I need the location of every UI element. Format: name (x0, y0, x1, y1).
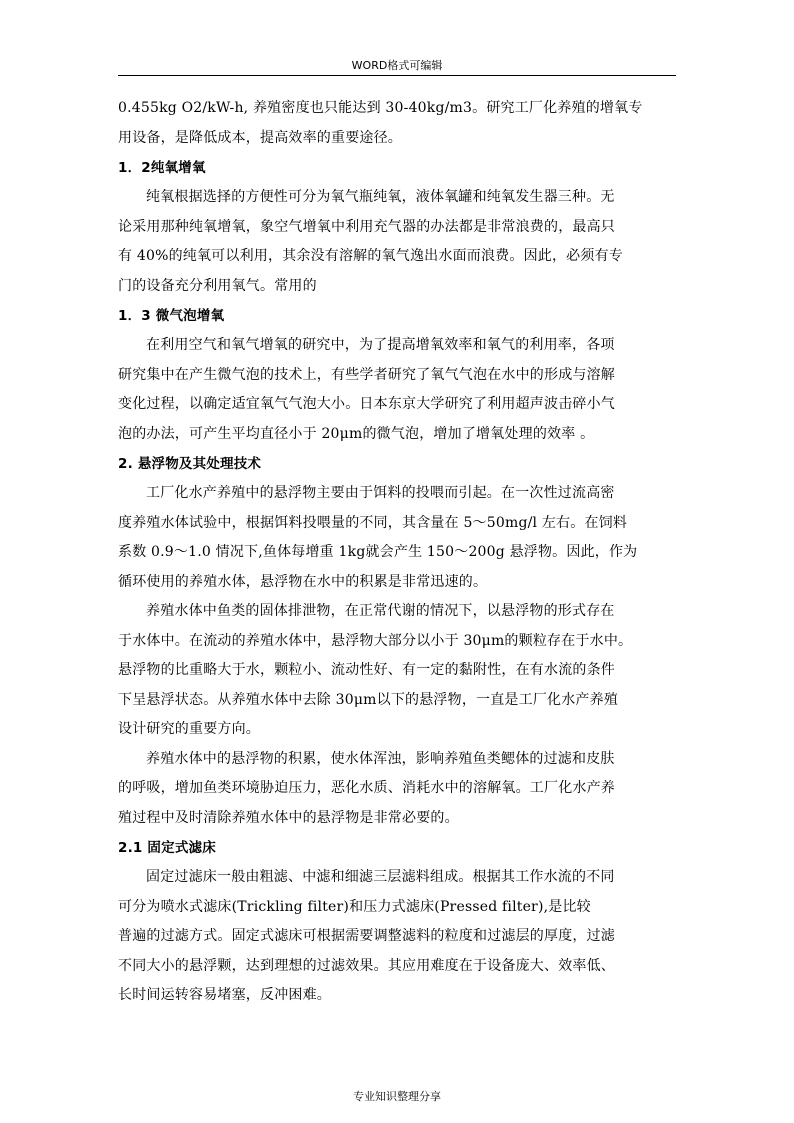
text-line: 循环使用的养殖水体，悬浮物在水中的积累是非常迅速的。 (118, 573, 488, 590)
text-line: 门的设备充分利用氧气。常用的 (118, 277, 317, 294)
text-line: 有 40%的纯氧可以利用，其余没有溶解的氧气逸出水面而浪费。因此，必须有专 (118, 248, 623, 264)
text-line: 研究集中在产生微气泡的技术上，有些学者研究了氧气气泡在水中的形成与溶解 (118, 366, 615, 383)
text-line: 用设备，是降低成本，提高效率的重要途径。 (118, 129, 402, 146)
page-footer: 专业知识整理分享 (353, 1090, 441, 1103)
text-line: 不同大小的悬浮颗，达到理想的过滤效果。其应用难度在于设备庞大、效率低、 (118, 957, 615, 974)
text-line: 养殖水体中的悬浮物的积累，使水体浑浊，影响养殖鱼类鳃体的过滤和皮肤 (146, 750, 615, 767)
text-line: 泡的办法，可产生平均直径小于 20μm的微气泡，增加了增氧处理的效率 。 (118, 425, 595, 442)
text-line: 工厂化水产养殖中的悬浮物主要由于饵料的投喂而引起。在一次性过流高密 (146, 485, 615, 501)
text-line: 系数 0.9～1.0 情况下,鱼体每增重 1kg就会产生 150～200g 悬浮物。因此，作为 (118, 544, 638, 560)
text-line: 的呼吸，增加鱼类环境胁迫压力，恶化水质、消耗水中的溶解氧。工厂化水产养 (118, 780, 615, 796)
section-heading-1-3: 1．3 微气泡增氧 (118, 308, 225, 324)
document-body (118, 94, 680, 1011)
section-heading-1-2: 1．2纯氧增氧 (118, 160, 206, 176)
text-line: 度养殖水体试验中，根据饵料投喂量的不同，其含量在 5～50mg/l 左右。在饲料 (118, 514, 628, 531)
page-header: WORD格式可编辑 (118, 58, 676, 76)
text-line: 养殖水体中鱼类的固体排泄物，在正常代谢的情况下，以悬浮物的形式存在 (146, 603, 615, 619)
text-line: 长时间运转容易堵塞，反冲困难。 (118, 987, 331, 1003)
text-line: 设计研究的重要方向。 (118, 721, 260, 737)
text-line: 普遍的过滤方式。固定式滤床可根据需要调整滤料的粒度和过滤层的厚度，过滤 (118, 928, 615, 944)
text-line: 固定过滤床一般由粗滤、中滤和细滤三层滤料组成。根据其工作水流的不同 (146, 869, 615, 885)
text-line: 于水体中。在流动的养殖水体中，悬浮物大部分以小于 30μm的颗粒存在于水中。 (118, 632, 633, 649)
text-line: 可分为喷水式滤床(Trickling filter)和压力式滤床(Pressed filter),是比较 (118, 898, 591, 915)
text-line: 0.455kg O2/kW-h, 养殖密度也只能达到 30-40kg/m3。研究工厂化养殖的增氧专 (118, 100, 643, 116)
section-heading-2: 2. 悬浮物及其处理技术 (118, 456, 262, 472)
text-line: 论采用那种纯氧增氧，象空气增氧中利用充气器的办法都是非常浪费的，最高只 (118, 218, 615, 235)
text-line: 变化过程，以确定适宜氧气气泡大小。日本东京大学研究了利用超声波击碎小气 (118, 396, 615, 412)
text-line: 悬浮物的比重略大于水，颗粒小、流动性好、有一定的黏附性，在有水流的条件 (118, 662, 615, 678)
text-line: 殖过程中及时清除养殖水体中的悬浮物是非常必要的。 (118, 809, 459, 826)
text-line: 纯氧根据选择的方便性可分为氧气瓶纯氧，液体氧罐和纯氧发生器三种。无 (146, 189, 615, 205)
section-heading-2-1: 2.1 固定式滤床 (118, 840, 216, 856)
text-line: 在利用空气和氧气增氧的研究中，为了提高增氧效率和氧气的利用率，各项 (146, 337, 615, 353)
text-line: 下呈悬浮状态。从养殖水体中去除 30μm以下的悬浮物，一直是工厂化水产养殖 (118, 691, 619, 708)
